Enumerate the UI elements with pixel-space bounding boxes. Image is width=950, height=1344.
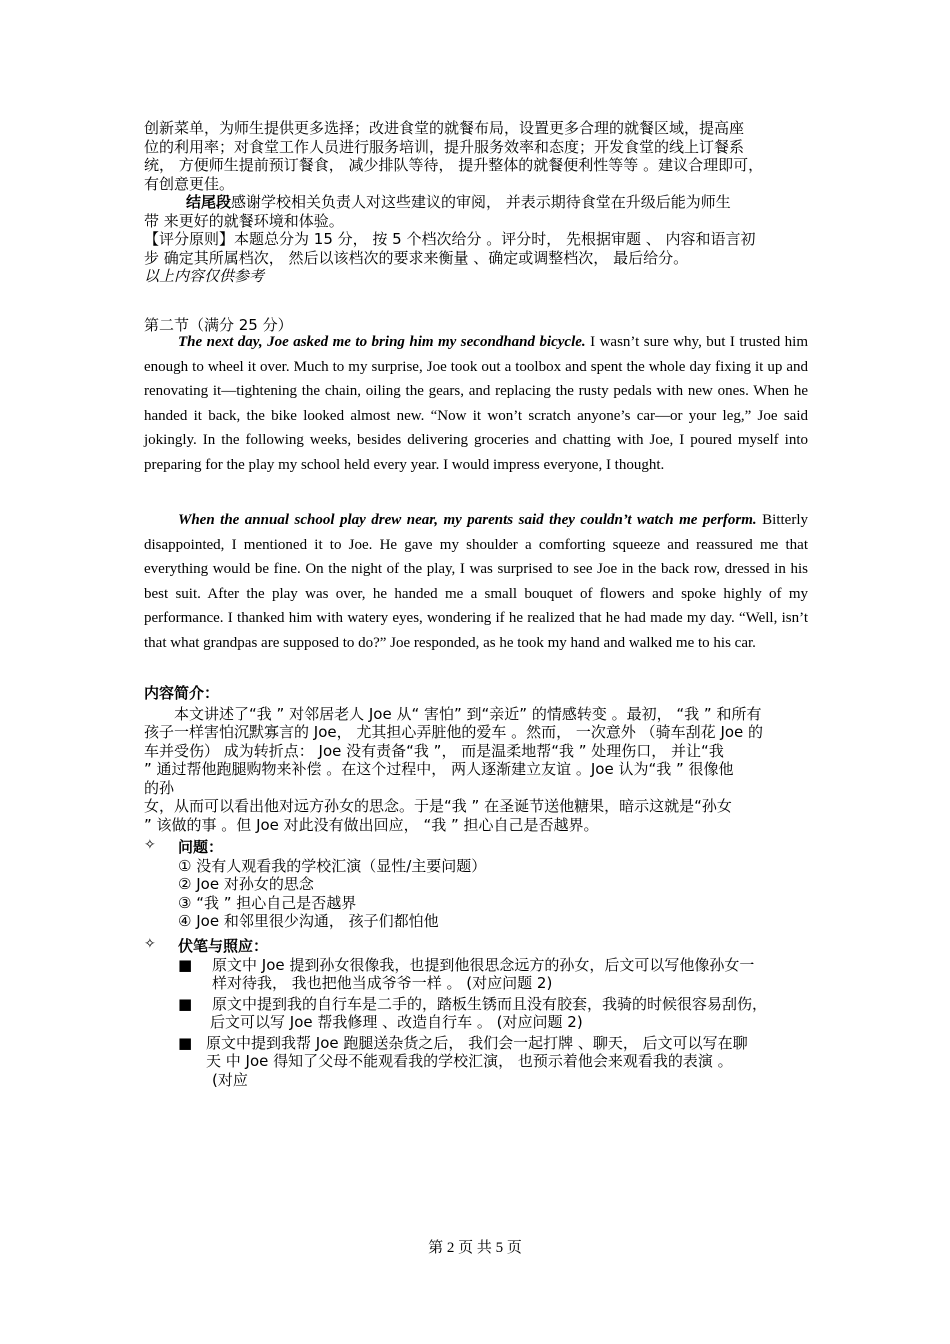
- summary-line: ” 通过帮他跑腿购物来补偿 。在这个过程中， 两人逐渐建立友谊 。Joe 认为“我 ” 很像他: [144, 760, 734, 778]
- summary-line: ” 该做的事 。但 Joe 对此没有做出回应， “我 ” 担心自己是否越界。: [144, 815, 599, 834]
- paragraph-1-lead: The next day, Joe asked me to bring him my secondhand bicycle.: [178, 334, 586, 350]
- foreshadow-text: 天 中 Joe 得知了父母不能观看我的学校汇演， 也预示着他会来观看我的表演 。: [206, 1052, 733, 1070]
- problems-heading: 问题：: [178, 838, 224, 856]
- summary: [144, 684, 808, 834]
- page-footer: 第 2 页 共 5 页: [428, 1240, 522, 1256]
- closing-line: 带 来更好的就餐环境和体验。: [144, 211, 344, 230]
- closing-text: 感谢学校相关负责人对这些建议的审阅， 并表示期待食堂在升级后能为师生: [231, 193, 731, 211]
- closing-label: 结尾段: [186, 193, 232, 211]
- problems: [178, 838, 808, 931]
- essay-line: 位的利用率；对食堂工作人员进行服务培训，提升服务效率和态度；开发食堂的线上订餐系: [144, 137, 745, 156]
- summary-line: 孩子一样害怕沉默寡言的 Joe， 尤其担心弄脏他的爱车 。然而， 一次意外 （骑车刮花 Joe 的: [144, 723, 764, 741]
- problem-item: ④ Joe 和邻里很少沟通， 孩子们都怕他: [178, 912, 439, 930]
- foreshadow-text: 样对待我， 我也把他当成爷爷一样 。 (对应问题 2): [212, 974, 553, 992]
- problem-item: ② Joe 对孙女的思念: [178, 875, 314, 893]
- square-bullet-icon: ■: [178, 994, 193, 1013]
- diamond-bullet-icon: ✧: [144, 837, 156, 853]
- closing-paragraph: [144, 193, 808, 212]
- foreshadow-text: 原文中提到我帮 Joe 跑腿送杂货之后， 我们会一起打牌 、聊天， 后文可以写在聊: [206, 1033, 748, 1052]
- problem-item: ③ “我 ” 担心自己是否越界: [178, 893, 357, 912]
- diamond-bullet-icon: ✧: [144, 936, 156, 952]
- square-bullet-icon: ■: [178, 955, 193, 974]
- paragraph-2-lead: When the annual school play drew near, my parents said they couldn’t watch me perform.: [178, 512, 757, 528]
- essay-line: 创新菜单，为师生提供更多选择；改进食堂的就餐布局，设置更多合理的就餐区域，提高座: [144, 119, 745, 137]
- foreshadow-item: [178, 1034, 808, 1090]
- summary-line: 的孙: [144, 778, 175, 797]
- reference-note: 以上内容仅供参考: [144, 267, 265, 285]
- essay-line: 统， 方便师生提前预订餐食， 减少排队等待， 提升整体的就餐便利性等等 。建议合理即可，: [144, 156, 764, 174]
- summary-line: 本文讲述了“我 ” 对邻居老人 Joe 从“ 害怕” 到“亲近” 的情感转变 。最初， “我 ” 和所有: [144, 704, 762, 723]
- essay-line: 有创意更佳。: [144, 174, 235, 193]
- paragraph-1-body: I wasn’t sure why, but I trusted him enough to wheel it over. Much to my surprise, Joe took out a toolbox and spent the whole day fixing it up and renovating it—tightening the chain, oiling the gears, and replacing the rusty pedals with new ones. When he handed it back, the bike looked almost new. “Now it won’t scratch anyone’s car—or your leg,” Joe said jokingly. In the following weeks, besides delivering groceries and chatting with Joe, I poured myself into preparing for the play my school held every year. I would impress everyone, I thought.: [144, 334, 808, 473]
- foreshadow-heading: 伏笔与照应：: [178, 937, 269, 955]
- scoring-line: 【评分原则】本题总分为 15 分， 按 5 个档次给分 。评分时， 先根据审题 、 内容和语言初: [144, 230, 756, 248]
- summary-line: 女，从而可以看出他对远方孙女的思念。于是“我 ” 在圣诞节送他糖果，暗示这就是“孙女: [144, 797, 732, 815]
- section-heading-text: 第二节（满分 25 分）: [144, 316, 293, 334]
- square-bullet-icon: ■: [178, 1033, 193, 1052]
- essay-tail: [144, 119, 808, 286]
- foreshadow-text: 后文可以写 Joe 帮我修理 、改造自行车 。 (对应问题 2): [210, 1013, 583, 1031]
- paragraph-2-body: Bitterly disappointed, I mentioned it to Joe. He gave my shoulder a comforting squeeze and reassured me that everything would be fine. On the night of the play, I was surprised to see Joe in the back row, dressed in his best suit. After the play was over, he handed me a small bouquet of flowers and spoke highly of my performance. I thanked him with watery eyes, wondering if he realized that he had made my day. “Well, isn’t that what grandpas are supposed to do?” Joe responded, as he took my hand and walked me to his car.: [144, 512, 808, 651]
- summary-line: 车并受伤） 成为转折点： Joe 没有责备“我 ”， 而是温柔地帮“我 ” 处理伤口， 并让“我: [144, 741, 724, 760]
- foreshadow: [178, 937, 808, 1089]
- problem-item: ① 没有人观看我的学校汇演（显性/主要问题）: [178, 856, 487, 875]
- summary-heading: 内容简介：: [144, 684, 220, 702]
- paragraph-2: [144, 508, 808, 656]
- foreshadow-item: [178, 995, 808, 1032]
- foreshadow-text: 原文中提到我的自行车是二手的，踏板生锈而且没有胶套，我骑的时候很容易刮伤，: [212, 994, 768, 1013]
- foreshadow-text: 原文中 Joe 提到孙女很像我，也提到他很思念远方的孙女，后文可以写他像孙女一: [212, 955, 755, 974]
- paragraph-1: [144, 330, 808, 478]
- foreshadow-item: [178, 956, 808, 993]
- foreshadow-text: (对应: [212, 1070, 248, 1089]
- scoring-line: 步 确定其所属档次， 然后以该档次的要求来衡量 、确定或调整档次， 最后给分。: [144, 248, 689, 267]
